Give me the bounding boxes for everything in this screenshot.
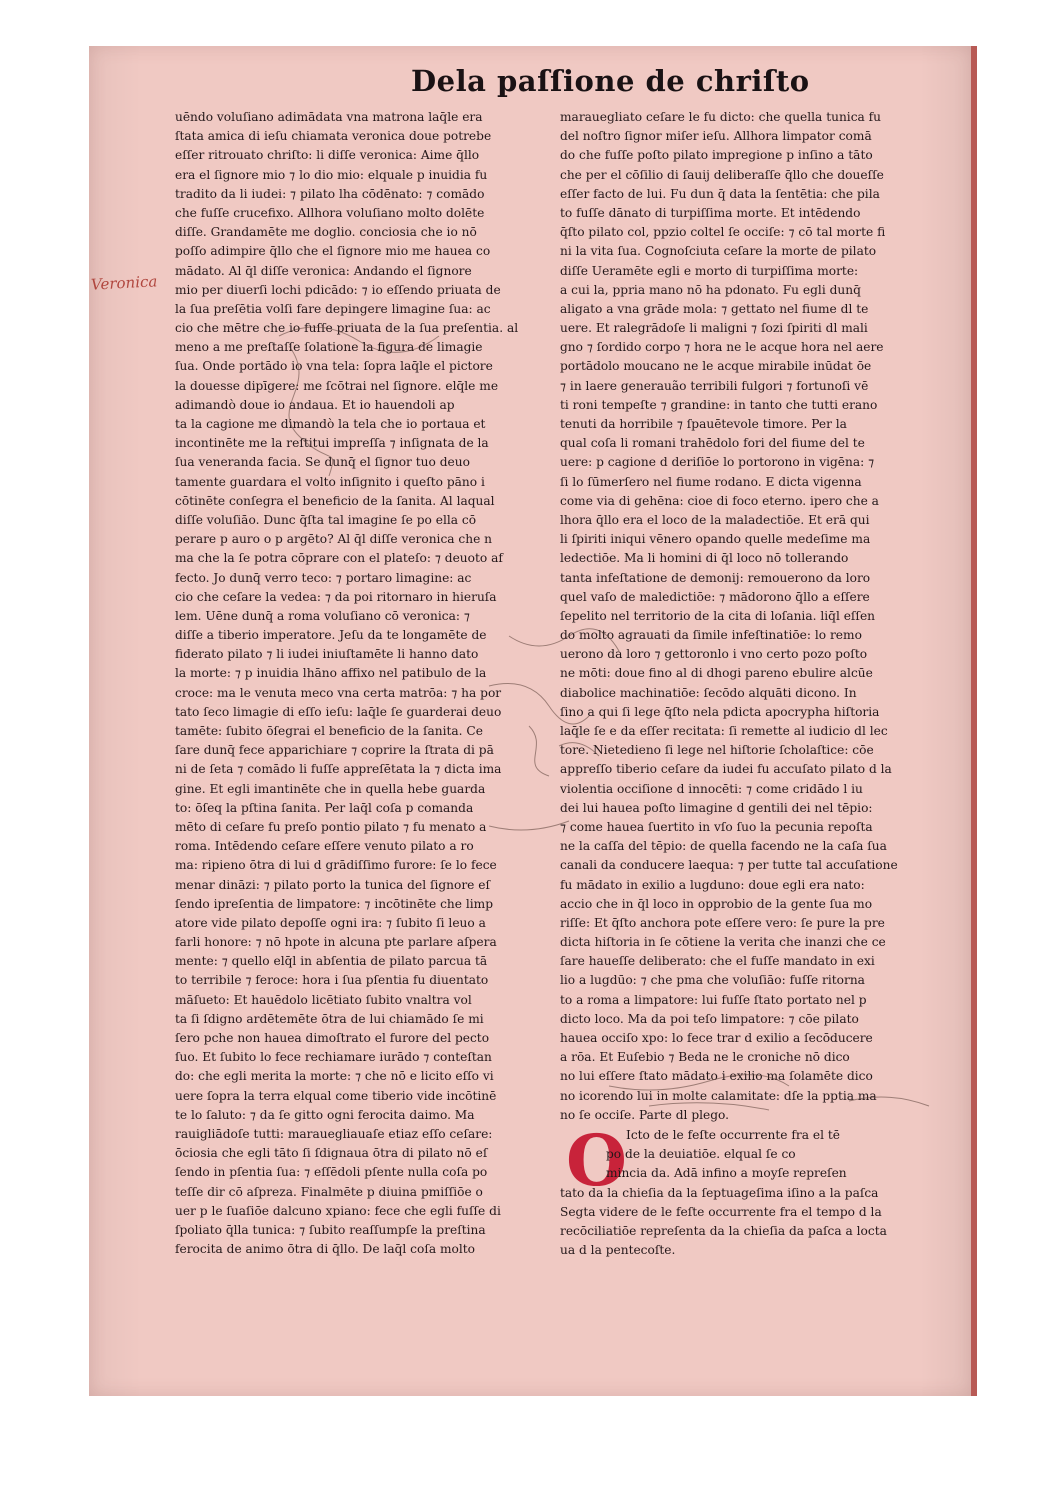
- left-column-line: to: ōſeq la pſtina ſanita. Per laq̄l coſa p comanda: [175, 800, 474, 815]
- left-column-line: ta la cagione me dimandò la tela che io portaua et: [175, 417, 486, 431]
- left-column-line: te lo ſaluto: ⁊ da ſe gitto ogni ferocita daimo. Ma: [175, 1107, 475, 1122]
- running-header: Dela paſſione de chriſto: [411, 64, 810, 98]
- left-column-line: diſſe. Grandamēte me doglio. conciosia che io nō: [175, 225, 477, 240]
- right-column-line: lio a lugdūo: ⁊ che pma che voluſiāo: fuſſe ritorna: [560, 973, 865, 988]
- manuscript-page: [89, 46, 973, 1396]
- right-column-line: tenuti da horribile ⁊ ſpauētevole timore. Per la: [560, 417, 847, 431]
- left-column-line: eſſer ritrouato chriſto: li diſſe veronica: Aime q̄llo: [175, 148, 480, 163]
- right-column-line: aligato a vna grāde mola: ⁊ gettato nel fiume dl te: [560, 301, 869, 316]
- left-column-line: uer p le ſuaſiōe dalcuno xpiano: fece che egli fuſſe di: [175, 1203, 501, 1218]
- left-column-line: croce: ma le venuta meco vna certa matrōa: ⁊ ha por: [175, 685, 502, 700]
- left-column-line: gine. Et egli imantinēte che in quella hebe guarda: [175, 781, 486, 796]
- left-column-line: ōciosia che egli tāto ſi ſdignaua ōtra di pilato nō eſ: [175, 1146, 488, 1161]
- left-column-line: do: che egli merita la morte: ⁊ che nō e licito eſſo vi: [175, 1069, 494, 1084]
- left-column-line: atore vide pilato depoſſe ogni ira: ⁊ ſubito ſi leuo a: [175, 915, 486, 930]
- left-column-line: cōtinēte conſegra el beneficio de la ſanita. Al laqual: [175, 493, 495, 508]
- left-column-line: mādato. Al q̄l diſſe veronica: Andando el ſignore: [175, 263, 472, 278]
- right-column-line: riſſe: Et q̄ſto anchora pote eſſere vero: ſe pure la pre: [560, 915, 885, 930]
- left-column-line: ſpoliato q̄lla tunica: ⁊ ſubito reaſſumpſe la preſtina: [175, 1222, 486, 1237]
- left-column-line: adimandò doue io andaua. Et io hauendoli ap: [175, 397, 455, 412]
- left-column-line: ſare dunq̄ fece apparichiare ⁊ coprire la ſtrata di pā: [175, 743, 494, 758]
- right-column-line: violentia occiſione d innocēti: ⁊ come cridādo l iu: [560, 781, 863, 796]
- left-column-line: cio che mētre che io fuſſe priuata de la ſua preſentia. al: [175, 321, 519, 336]
- right-column-line: diabolice machinatiōe: ſecōdo alquāti dicono. In: [560, 685, 857, 700]
- right-column-line: eſſer facto de lui. Fu dun q̄ data la ſentētia: che pila: [560, 186, 880, 201]
- left-column-line: la ſua preſētia volſi fare depingere limagine ſua: ac: [175, 301, 491, 316]
- right-column-line: fu mādato in exilio a lugduno: doue egli era nato:: [560, 877, 865, 892]
- left-column-line: diſſe a tiberio imperatore. Jeſu da te longamēte de: [175, 628, 487, 643]
- left-column-line: uere ſopra la terra elqual come tiberio vide incōtinē: [175, 1088, 497, 1103]
- left-column-line: tato ſeco limagie di eſſo ieſu: laq̄le ſe guarderai deuo: [175, 704, 502, 719]
- right-column-line: ſino a qui ſi lege q̄ſto nela pdicta apocrypha hiſtoria: [560, 704, 880, 719]
- right-column-line: no icorendo lui in molte calamitate: dſe la pptia ma: [560, 1088, 877, 1103]
- right-column-line: uere: p cagione d deriſiōe lo portorono in vigēna: ⁊: [560, 455, 875, 470]
- right-column-line: ſepelito nel territorio de la cita di loſania. liq̄l eſſen: [560, 608, 876, 623]
- right-column-line: che per el cōſilio di ſauij deliberaſſe q̄llo che doueſſe: [560, 167, 884, 182]
- left-column-line: incontinēte me la reſtitui impreſſa ⁊ inſignata de la: [175, 436, 489, 451]
- right-column-line: ⁊ in laere generauão terribili fulgori ⁊ fortunoſi vē: [560, 378, 869, 393]
- right-column-line: a cui la, ppria mano nō ha pdonato. Fu egli dunq̄: [560, 282, 861, 297]
- right-column-line: li ſpiriti iniqui vēnero opando quelle medeſime ma: [560, 532, 871, 547]
- right-column-line: to a roma a limpatore: lui fuſſe ſtato portato nel p: [560, 992, 867, 1007]
- right-column-line: ne la caſſa del tēpio: de quella facendo ne la caſa ſua: [560, 839, 887, 854]
- left-column-line: meno a me preſtaſſe ſolatione la figura de limagie: [175, 340, 483, 355]
- right-column-line: ne mōti: doue fino al di dhogi pareno ebulire alcūe: [560, 666, 873, 681]
- left-text-column: [175, 108, 545, 1259]
- right-column-line: laq̄le ſe e da eſſer recitata: ſi remette al iudicio dl lec: [560, 724, 888, 738]
- initial-section-line: mincia da. Adā infino a moyſe repreſen: [606, 1166, 847, 1181]
- left-column-line: ſua. Onde portādo io vna tela: ſopra laq̄le el pictore: [175, 359, 493, 374]
- right-column-line: hauea occiſo xpo: lo fece trar d exilio a ſecōducere: [560, 1031, 873, 1045]
- left-column-line: ma: ripieno ōtra di lui d grādiſſimo furore: ſe lo fece: [175, 858, 497, 873]
- initial-section-line: Icto de le feſte occurrente fra el tē: [626, 1128, 840, 1142]
- left-column-line: perare p auro o p argēto? Al q̄l diſſe veronica che n: [175, 532, 493, 547]
- right-column-line: do che fuſſe poſto pilato impregione p inſino a tāto: [560, 148, 873, 163]
- right-column-line: diſſe Ueramēte egli e morto di turpiſſima morte:: [560, 263, 859, 278]
- right-column-line: do molto agrauati da ſimile infeſtinatiōe: lo remo: [560, 628, 862, 643]
- right-column-line: portādolo moucano ne le acque mirabile inūdat ōe: [560, 359, 872, 374]
- right-column-line: dicto loco. Ma da poi teſo limpatore: ⁊ cōe pilato: [560, 1011, 859, 1026]
- left-column-line: poſſo adimpire q̄llo che el ſignore mio me hauea co: [175, 244, 491, 259]
- right-column-line: appreſſo tiberio ceſare da iudei fu accuſato pilato d la: [560, 762, 892, 777]
- left-column-line: māſueto: Et hauēdolo licētiato ſubito vnaltra vol: [175, 992, 472, 1007]
- left-column-line: lem. Uēne dunq̄ a roma voluſiano cō veronica: ⁊: [175, 608, 470, 623]
- left-column-line: che fuſſe crucefixo. Allhora voluſiano molto dolēte: [175, 205, 485, 220]
- initial-section-line: Segta videre de le feſte occurrente fra el tempo d la: [560, 1204, 882, 1219]
- left-column-line: mēto di ceſare fu preſo pontio pilato ⁊ fu menato a: [175, 819, 487, 834]
- initial-section-line: po de la deuiatiōe. elqual ſe co: [606, 1147, 796, 1162]
- left-column-line: ſua veneranda facia. Se dunq̄ el ſignor tuo deuo: [175, 455, 470, 470]
- right-text-column: [560, 108, 930, 1125]
- right-column-line: a rōa. Et Euſebio ⁊ Beda ne le croniche nō dico: [560, 1050, 850, 1065]
- initial-section-line: recōciliatiōe repreſenta da la chieſia da paſca a locta: [560, 1223, 887, 1238]
- right-column-line: lhora q̄llo era el loco de la maladectiōe. Et erā qui: [560, 512, 870, 527]
- right-column-line: no ſe occiſe. Parte dl plego.: [560, 1107, 730, 1122]
- decorated-initial: O: [566, 1119, 627, 1202]
- left-column-line: la douesse dipīgere: me ſcōtrai nel ſignore. elq̄le me: [175, 378, 499, 393]
- left-column-line: fiderato pilato ⁊ li iudei iniuſtamēte li hanno dato: [175, 647, 479, 662]
- left-column-line: farli honore: ⁊ nō hpote in alcuna pte parlare aſpera: [175, 935, 497, 950]
- left-column-line: ta ſi ſdigno ardētemēte ōtra de lui chiamādo ſe mi: [175, 1011, 484, 1026]
- left-column-line: ſtata amica di ieſu chiamata veronica doue potrebe: [175, 129, 492, 144]
- initial-section-line: tato da la chieſia da la ſeptuageſima iſino a la paſca: [560, 1185, 879, 1200]
- right-column-line: ni la vita ſua. Cognoſciuta ceſare la morte de pilato: [560, 244, 877, 259]
- left-column-line: rauigliādoſe tutti: marauegliauaſe etiaz eſſo ceſare:: [175, 1126, 493, 1141]
- marginal-annotation: Veronica: [90, 272, 158, 294]
- right-column-line: tanta infeſtatione de demonij: remouerono da loro: [560, 570, 871, 585]
- right-column-line: q̄ſto pilato col, ppzio coltel ſe occiſe: ⁊ cō tal morte fi: [560, 225, 886, 240]
- right-column-line: uerono da loro ⁊ gettoronlo i vno certo pozo poſto: [560, 647, 868, 662]
- right-column-line: uere. Et ralegrādoſe li maligni ⁊ ſozi ſpiriti dl mali: [560, 321, 868, 336]
- left-column-line: ſero pche non hauea dimoſtrato el furore del pecto: [175, 1031, 490, 1045]
- left-column-line: menar dināzi: ⁊ pilato porto la tunica del ſignore eſ: [175, 877, 490, 892]
- page-edge: [971, 46, 977, 1396]
- right-column-line: gno ⁊ ſordido corpo ⁊ hora ne le acque hora nel aere: [560, 340, 884, 355]
- right-column-line: dei lui hauea poſto limagine d gentili dei nel tēpio:: [560, 800, 873, 815]
- right-column-line: ledectiōe. Ma li homini di q̄l loco nō tollerando: [560, 551, 849, 566]
- left-column-line: ſendo ipreſentia de limpatore: ⁊ incōtinēte che limp: [175, 896, 493, 911]
- left-column-line: ferocita de animo ōtra di q̄llo. De laq̄l coſa molto: [175, 1242, 475, 1257]
- left-column-line: ma che la ſe potra cōprare con el plateſo: ⁊ deuoto af: [175, 551, 503, 566]
- right-column-line: ſi lo ſūmerſero nel fiume rodano. E dicta vigenna: [560, 474, 862, 489]
- left-column-line: to terribile ⁊ feroce: hora i ſua pſentia fu diuentato: [175, 973, 489, 988]
- initial-section-text: [560, 1119, 930, 1260]
- right-column-line: canali da conducere laequa: ⁊ per tutte tal accuſatione: [560, 858, 898, 873]
- left-column-line: fecto. Jo dunq̄ verro teco: ⁊ portaro limagine: ac: [175, 570, 472, 585]
- left-column-line: teſſe dir cō aſpreza. Finalmēte p diuina pmiſſiōe o: [175, 1184, 483, 1199]
- right-column-line: tore. Nietedieno ſi lege nel hiſtorie ſcholaſtice: cōe: [560, 743, 874, 758]
- left-column-line: ſuo. Et ſubito lo fece rechiamare iurādo ⁊ conteſtan: [175, 1050, 492, 1065]
- right-column-line: ⁊ come hauea ſuertito in vſo ſuo la pecunia repoſta: [560, 819, 873, 834]
- left-column-line: mio per diuerſi lochi pdicādo: ⁊ io eſſendo priuata de: [175, 282, 501, 297]
- right-column-line: ti roni tempeſte ⁊ grandine: in tanto che tutti erano: [560, 397, 878, 412]
- initial-section-line: ua d la pentecoſte.: [560, 1243, 676, 1258]
- right-column-line: accio che in q̄l loco in opprobio de la gente ſua mo: [560, 896, 873, 911]
- left-column-line: diſſe voluſiāo. Dunc q̄ſta tal imagine ſe po ella cō: [175, 512, 477, 527]
- right-column-line: ſare haueſſe deliberato: che el fuſſe mandato in exi: [560, 954, 875, 969]
- left-column-line: roma. Intēdendo ceſare eſſere venuto pilato a ro: [175, 839, 474, 854]
- left-column-line: tamēte: ſubito ōſegrai el beneficio de la ſanita. Ce: [175, 724, 483, 738]
- right-column-line: quel vaſo de maledictiōe: ⁊ mādorono q̄llo a eſſere: [560, 589, 870, 604]
- left-column-line: ſendo in pſentia ſua: ⁊ eſſēdoli pſente nulla coſa po: [175, 1165, 488, 1180]
- left-column-line: tradito da li iudei: ⁊ pilato lha cōdēnato: ⁊ comādo: [175, 186, 485, 201]
- right-column-line: to fuſſe dānato di turpiſſima morte. Et intēdendo: [560, 205, 861, 220]
- right-column-line: marauegliato ceſare le fu dicto: che quella tunica fu: [560, 110, 882, 124]
- left-column-line: mente: ⁊ quello elq̄l in abſentia de pilato parcua tā: [175, 954, 488, 969]
- right-column-line: come via di gehēna: cioe di foco eterno. ipero che a: [560, 493, 879, 508]
- left-column-line: era el ſignore mio ⁊ lo dio mio: elquale p inuidia fu: [175, 167, 488, 182]
- left-column-line: tamente guardara el volto inſignito i queſto pāno i: [175, 474, 485, 489]
- right-column-line: del noſtro ſignor miſer ieſu. Allhora limpator comā: [560, 129, 872, 144]
- right-column-line: qual coſa li romani trahēdolo fori del fiume del te: [560, 436, 865, 451]
- left-column-line: cio che ceſare la vedea: ⁊ da poi ritornaro in hieruſa: [175, 589, 497, 604]
- left-column-line: uēndo voluſiano adimādata vna matrona laq̄le era: [175, 110, 483, 124]
- left-column-line: la morte: ⁊ p inuidia lhāno affixo nel patibulo de la: [175, 666, 487, 681]
- right-column-line: no lui eſſere ſtato mādato i exilio ma ſolamēte dico: [560, 1069, 873, 1084]
- right-column-line: dicta hiſtoria in ſe cōtiene la verita che inanzi che ce: [560, 935, 886, 950]
- left-column-line: ni de ſeta ⁊ comādo li fuſſe appreſētata la ⁊ dicta ima: [175, 762, 502, 777]
